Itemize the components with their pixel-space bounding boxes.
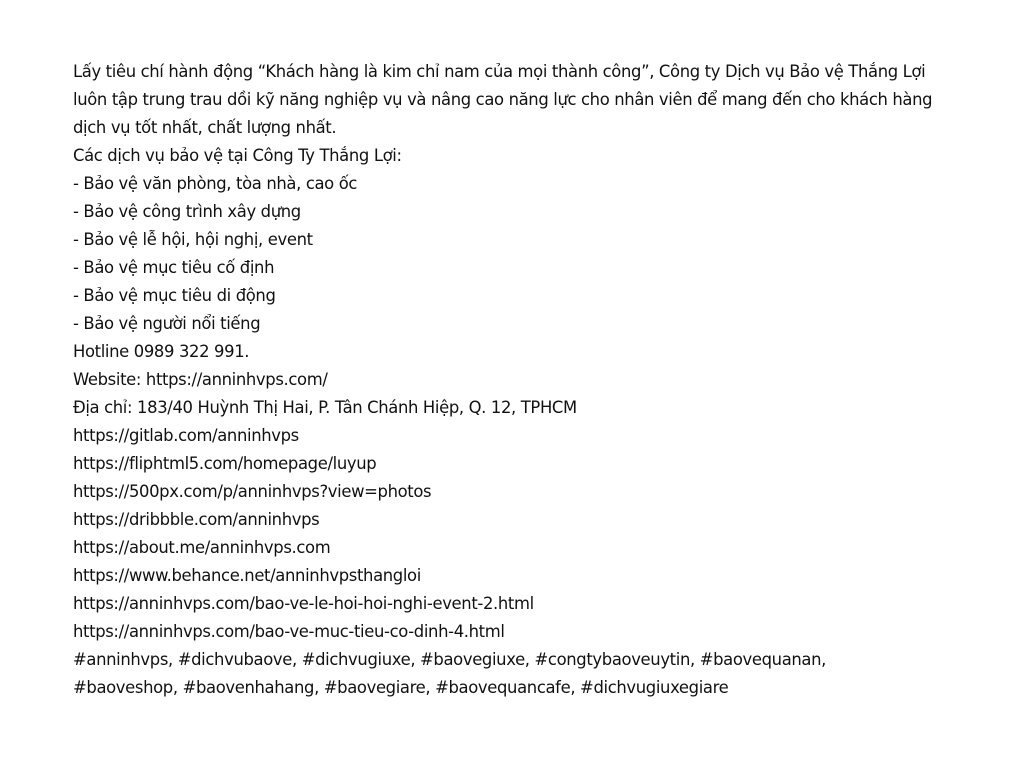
link-fliphtml5[interactable]: https://fliphtml5.com/homepage/luyup xyxy=(73,454,377,473)
intro-paragraph: Lấy tiêu chí hành động “Khách hàng là kim chỉ nam của mọi thành công”, Công ty Dịch vụ Bảo vệ Thắng Lợi luôn tập trung trau dồi kỹ năng nghiệp vụ và nâng cao năng lực cho nhân viên để mang đến cho khách hàng dịch vụ tốt nhất, chất lượng nhất. xyxy=(73,62,933,137)
link-bao-ve-muc-tieu[interactable]: https://anninhvps.com/bao-ve-muc-tieu-co-dinh-4.html xyxy=(73,622,505,641)
hashtags-line: #anninhvps, #dichvubaove, #dichvugiuxe, #baovegiuxe, #congtybaoveuytin, #baovequanan, xyxy=(73,650,827,669)
document-body xyxy=(73,58,964,702)
service-item: - Bảo vệ văn phòng, tòa nhà, cao ốc xyxy=(73,174,358,193)
link-500px[interactable]: https://500px.com/p/anninhvps?view=photos xyxy=(73,482,432,501)
service-item: - Bảo vệ mục tiêu di động xyxy=(73,286,276,305)
link-about-me[interactable]: https://about.me/anninhvps.com xyxy=(73,538,331,557)
service-item: - Bảo vệ người nổi tiếng xyxy=(73,314,261,333)
service-item: - Bảo vệ mục tiêu cố định xyxy=(73,258,275,277)
service-item: - Bảo vệ công trình xây dựng xyxy=(73,202,301,221)
address-text: Địa chỉ: 183/40 Huỳnh Thị Hai, P. Tân Chánh Hiệp, Q. 12, TPHCM xyxy=(73,398,577,417)
service-item: - Bảo vệ lễ hội, hội nghị, event xyxy=(73,230,313,249)
link-gitlab[interactable]: https://gitlab.com/anninhvps xyxy=(73,426,299,445)
services-heading: Các dịch vụ bảo vệ tại Công Ty Thắng Lợi: xyxy=(73,146,402,165)
website-text: Website: https://anninhvps.com/ xyxy=(73,370,328,389)
link-bao-ve-le-hoi[interactable]: https://anninhvps.com/bao-ve-le-hoi-hoi-nghi-event-2.html xyxy=(73,594,534,613)
hotline-text: Hotline 0989 322 991. xyxy=(73,342,250,361)
hashtags-line: #baoveshop, #baovenhahang, #baovegiare, #baovequancafe, #dichvugiuxegiare xyxy=(73,678,729,697)
link-behance[interactable]: https://www.behance.net/anninhvpsthangloi xyxy=(73,566,421,585)
link-dribbble[interactable]: https://dribbble.com/anninhvps xyxy=(73,510,320,529)
